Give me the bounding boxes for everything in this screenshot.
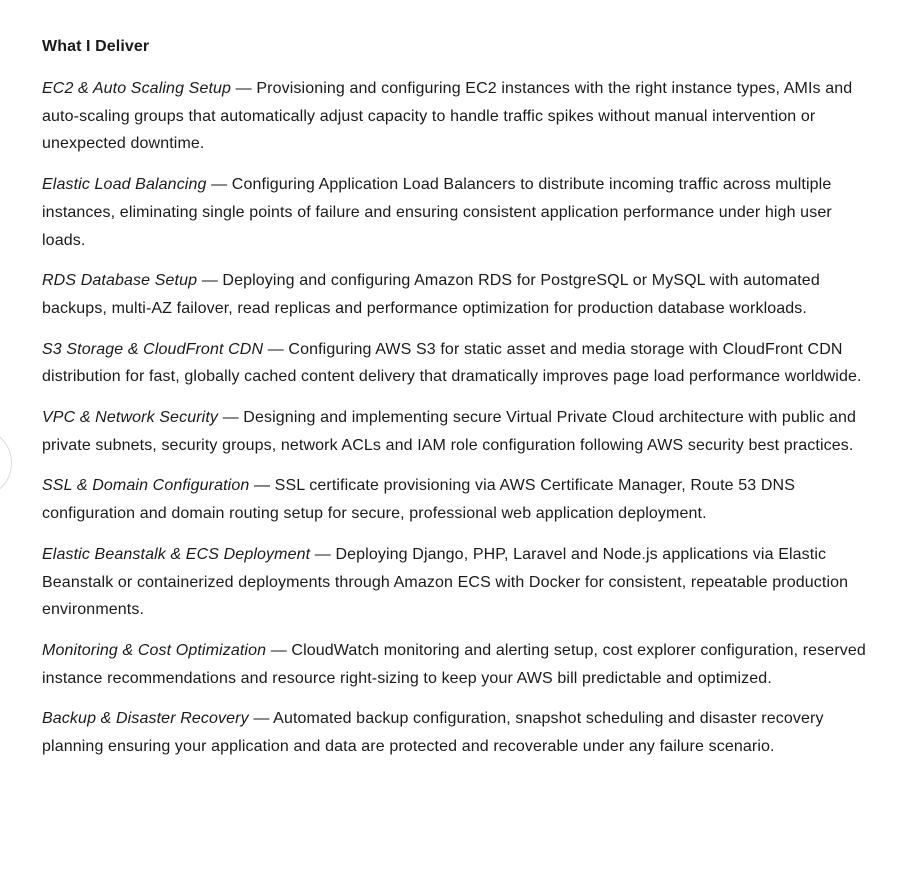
deliverable-title: Elastic Beanstalk & ECS Deployment <box>42 545 311 563</box>
deliverable-title: Monitoring & Cost Optimization <box>42 641 267 659</box>
deliverable-vpc-network-security <box>42 404 878 459</box>
section-heading: What I Deliver <box>42 38 150 55</box>
deliverable-title: SSL & Domain Configuration <box>42 477 250 495</box>
deliverable-title: EC2 & Auto Scaling Setup <box>42 80 232 97</box>
deliverable-elastic-load-balancing <box>42 171 878 254</box>
deliverable-description: — Deploying Django, PHP, Laravel and Node.js applications via Elastic Beanstalk or containerized deployments through Amazon ECS with Docker for consistent, repeatable production environments. <box>42 545 849 619</box>
deliverable-ssl-domain <box>42 472 878 527</box>
deliverable-backup-disaster-recovery <box>42 705 878 760</box>
deliverable-description: — Automated backup configuration, snapshot scheduling and disaster recovery planning ensuring your application and data are protected and recoverable under any failure scenario. <box>42 710 824 756</box>
deliverable-title: RDS Database Setup <box>42 272 198 290</box>
deliverable-title: VPC & Network Security <box>42 409 219 427</box>
deliverable-title: Backup & Disaster Recovery <box>42 710 249 728</box>
what-i-deliver-section <box>42 33 878 774</box>
deliverable-description: — Configuring AWS S3 for static asset and media storage with CloudFront CDN distribution for fast, globally cached content delivery that dramatically improves page load performance worldwide. <box>42 340 862 386</box>
carousel-prev-button[interactable] <box>0 428 12 498</box>
deliverable-description: — CloudWatch monitoring and alerting setup, cost explorer configuration, reserved instance recommendations and resource right-sizing to keep your AWS bill predictable and optimized. <box>42 641 866 687</box>
deliverable-s3-cloudfront <box>42 336 878 391</box>
deliverable-title: Elastic Load Balancing <box>42 176 207 194</box>
deliverable-description: — Provisioning and configuring EC2 instances with the right instance types, AMIs and auto-scaling groups that automatically adjust capacity to handle traffic spikes without manual intervention or unexpected downtime. <box>42 80 853 153</box>
deliverable-description: — SSL certificate provisioning via AWS Certificate Manager, Route 53 DNS configuration and domain routing setup for secure, professional web application deployment. <box>42 477 795 523</box>
deliverable-description: — Configuring Application Load Balancers to distribute incoming traffic across multiple instances, eliminating single points of failure and ensuring consistent application performance under high user loads. <box>42 176 832 249</box>
deliverable-title: S3 Storage & CloudFront CDN <box>42 340 264 358</box>
deliverable-rds-database <box>42 267 878 322</box>
deliverable-beanstalk-ecs <box>42 541 878 624</box>
deliverable-ec2-autoscaling <box>42 75 878 158</box>
deliverable-monitoring-cost <box>42 637 878 692</box>
deliverable-description: — Designing and implementing secure Virtual Private Cloud architecture with public and private subnets, security groups, network ACLs and IAM role configuration following AWS security best practices. <box>42 409 857 454</box>
deliverable-description: — Deploying and configuring Amazon RDS for PostgreSQL or MySQL with automated backups, multi-AZ failover, read replicas and performance optimization for production database workloads. <box>42 272 820 317</box>
